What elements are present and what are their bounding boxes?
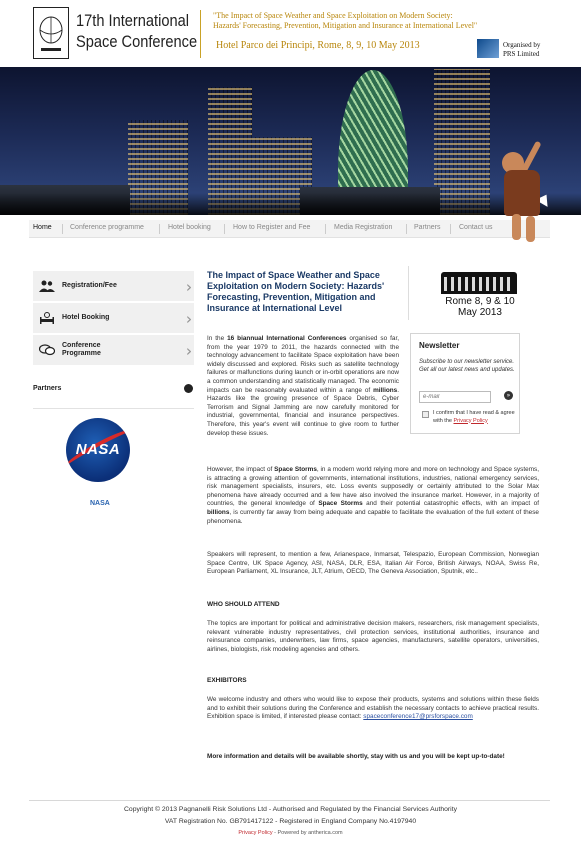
sidebar-item-label: Registration/Fee	[62, 282, 117, 289]
consent-text	[433, 410, 517, 425]
date-divider	[408, 266, 409, 320]
footer-divider	[29, 800, 550, 801]
organiser-info	[503, 41, 540, 59]
sidebar-menu	[33, 271, 194, 367]
text-bold: 16 biannual International Conferences	[227, 335, 347, 342]
banner-shadow	[0, 193, 581, 215]
colosseum-icon	[441, 272, 517, 294]
theme-line2: Hazards' Forecasting, Prevention, Mitigation and Insurance at International Level"	[213, 21, 478, 30]
text-span: We welcome industry and others who would like to expose their products, systems and solutions within these fields and to exhibit their solutions during the Conference and establish the necessary contacts to achieve practical results. Exhibition space is limited, if interested please contact:	[207, 696, 539, 721]
sidebar-item-label: Hotel Booking	[62, 314, 110, 321]
exhibitors-heading: EXHIBITORS	[207, 677, 247, 684]
newsletter-title: Newsletter	[419, 341, 460, 350]
event-date	[430, 296, 530, 318]
conference-logo-emblem[interactable]	[33, 7, 69, 59]
boy-legs-illustration	[506, 214, 540, 242]
text-bold: Space Storms	[318, 500, 363, 508]
venue-dates: Hotel Parco dei Principi, Rome, 8, 9, 10 May 2013	[216, 40, 420, 51]
sidebar-item-hotel-booking[interactable]	[33, 303, 194, 335]
text-span: and their potential catastrophic effects, with an impact of	[362, 500, 540, 508]
logo-title-line1: 17th International	[76, 11, 189, 30]
conference-logo-title[interactable]	[76, 10, 197, 52]
nav-separator	[325, 224, 326, 234]
consent-checkbox[interactable]	[422, 411, 429, 418]
hero-banner-city-skyline	[0, 67, 581, 215]
partners-next-icon[interactable]	[184, 384, 193, 393]
sidebar-item-conference-programme[interactable]	[33, 335, 194, 367]
nav-contact-us[interactable]: Contact us	[459, 224, 493, 231]
text-span: In the	[207, 335, 228, 342]
sidebar-item-label-line2: Programme	[62, 350, 101, 357]
text-span: , is currently far away from being adequate and capable to facilitate the evaluation of the full extent of these phenomena.	[207, 508, 539, 525]
theme-line1: "The Impact of Space Weather and Space Exploitation on Modern Society:	[213, 11, 453, 20]
event-date-line1: Rome 8, 9 & 10	[445, 296, 515, 307]
privacy-policy-link[interactable]: Privacy Policy	[453, 417, 488, 424]
site-header	[0, 0, 581, 67]
page-title: The Impact of Space Weather and Space Exploitation on Modern Society: Hazards' Forecasting, Prevention, Mitigation and Insurance at International Level	[207, 270, 385, 313]
intro-paragraph	[207, 335, 399, 438]
organised-by-label: Organised by	[503, 41, 541, 49]
footer-powered-by[interactable]: - Powered by antherica.com	[274, 830, 343, 836]
boy-body-illustration	[504, 170, 540, 216]
boy-leg-right	[526, 216, 535, 242]
text-bold: billions	[207, 508, 230, 516]
text-span: , in a modern world relying more and more on technology and Space systems, is attracting a growing attention of governments, international institutions, industries, national emergency services, risk management specialists, insurers, etc. Loss events supposedly or certainly attributed to the Solar Max phenomena have already occurred and a few have also involved the insurance market. However, in a majority of countries, the general knowledge of	[207, 466, 540, 508]
people-icon	[39, 280, 55, 292]
sidebar-item-label	[62, 342, 101, 358]
speech-bubbles-icon	[39, 344, 55, 356]
footer-copyright: Copyright © 2013 Pagnanelli Risk Solutions Ltd - Authorised and Regulated by the Financial Services Authority	[124, 806, 457, 813]
newsletter-panel	[410, 333, 520, 434]
text-span: . Hazards like the growing presence of Space Debris, Cyber Terrorism and Signal Jamming are now carefully monitored for industrial, governmental, financial and insurance perspectives. Therefore, this year's event will continue to give room to further develop these issues.	[207, 386, 399, 437]
space-storms-paragraph	[207, 466, 539, 526]
closing-note: More information and details will be available shortly, stay with us and you will be kept up-to-date!	[207, 753, 505, 760]
speakers-paragraph: Speakers will represent, to mention a few, Arianespace, Inmarsat, Telespazio, European Commission, Norwegian Space Centre, UK Space Agency, ASI, NASA, DLR, ESA, Italian Air Force, British Airways, NOAA, Swiss Re, European Parliament, XL Insurance, JLT, Atrium, OECD, The Geneva Association, Sputnik, etc..	[207, 551, 539, 576]
sidebar-item-label-line1: Conference	[62, 342, 101, 349]
organiser-name: PRS Limited	[503, 50, 540, 58]
nav-separator	[224, 224, 225, 234]
partner-name[interactable]: NASA	[90, 500, 110, 507]
partners-divider	[33, 408, 194, 409]
exhibitors-paragraph	[207, 696, 539, 722]
text-span: However, the impact of	[207, 466, 275, 473]
consent-label: I confirm that I have read & agree with the	[433, 410, 515, 424]
nav-separator	[62, 224, 63, 234]
footer-privacy-link[interactable]: Privacy Policy	[238, 830, 273, 836]
text-span: organised so far, from the year 1979 to 2011, the hazards connected with the technology advancement to facilitate Space exploitation have been widely discussed and explored. Risks such as satellite technology failures or malfunctions during launch or in-orbit operations are now a common understanding and statistically managed. The economic impacts can be reasonably evaluated within a range of	[207, 335, 399, 394]
header-divider	[200, 10, 201, 58]
nav-partners[interactable]: Partners	[414, 224, 441, 231]
nav-hotel-booking[interactable]: Hotel booking	[168, 224, 211, 231]
nasa-logo-word: NASA	[75, 441, 121, 458]
text-bold: millions	[373, 386, 398, 394]
text-bold: Space Storms	[274, 466, 317, 473]
nav-how-to-register[interactable]: How to Register and Fee	[233, 224, 311, 231]
bed-icon	[39, 312, 55, 324]
boy-leg-left	[512, 214, 521, 240]
partners-heading: Partners	[33, 385, 62, 392]
event-date-line2: May 2013	[458, 307, 502, 318]
nav-separator	[159, 224, 160, 234]
nav-separator	[406, 224, 407, 234]
sidebar-item-registration[interactable]	[33, 271, 194, 303]
newsletter-submit-button[interactable]: »	[504, 391, 513, 400]
nasa-logo[interactable]	[66, 418, 130, 482]
footer-registration: VAT Registration No. GB791417122 - Registered in England Company No.4197940	[164, 818, 417, 825]
attendees-paragraph: The topics are important for political and administrative decision makers, researchers, risk management specialists, relevant vulnerable industry representatives, civil protection services, institutional authorities, insurance and reinsurance companies, underwriters, law firms, space agencies, manufacturers, satellite operators, universities, airlines, biologists, risk modeling agencies and others.	[207, 620, 539, 653]
prs-logo-icon[interactable]	[477, 39, 499, 58]
conference-theme	[213, 11, 513, 31]
footer-links	[0, 830, 581, 836]
main-navigation	[29, 220, 550, 238]
logo-title-line2: Space Conference	[76, 32, 198, 51]
nav-home[interactable]: Home	[33, 224, 52, 231]
nav-conference-programme[interactable]: Conference programme	[70, 224, 144, 231]
newsletter-description: Subscribe to our newsletter service. Get all our latest news and updates.	[419, 359, 515, 373]
who-should-attend-heading: WHO SHOULD ATTEND	[207, 601, 280, 608]
nav-separator	[450, 224, 451, 234]
contact-email-link[interactable]: spaceconference17@prsforspace.com	[363, 713, 473, 721]
nav-media-registration[interactable]: Media Registration	[334, 224, 393, 231]
newsletter-email-input[interactable]	[419, 391, 491, 403]
